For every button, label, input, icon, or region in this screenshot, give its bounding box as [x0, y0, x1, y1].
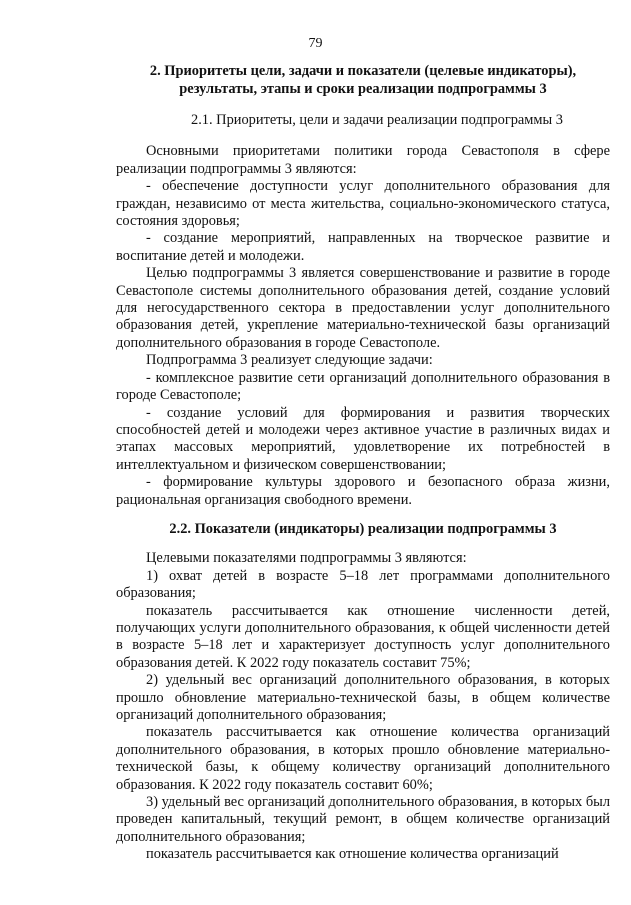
paragraph: - формирование культуры здорового и безопасного образа жизни, рациональная организация свободного времени.: [116, 474, 610, 508]
paragraph: - создание мероприятий, направленных на творческое развитие и воспитание детей и молодежи.: [116, 230, 610, 264]
paragraph: - обеспечение доступности услуг дополнительного образования для граждан, независимо от места жительства, социально-экономического статуса, состояния здоровья;: [116, 178, 610, 230]
page-number: 79: [308, 36, 323, 51]
paragraph: Подпрограмма 3 реализует следующие задачи:: [146, 352, 433, 369]
paragraph: 2) удельный вес организаций дополнительного образования, в которых прошло обновление материально-технической базы, в общем количестве организаций дополнительного образования;: [116, 672, 610, 723]
paragraph: Основными приоритетами политики города Севастополя в сфере реализации подпрограммы 3 являются:: [116, 143, 610, 177]
paragraph: - комплексное развитие сети организаций дополнительного образования в городе Севастополе;: [116, 369, 610, 404]
paragraph: Целью подпрограммы 3 является совершенствование и развитие в городе Севастополе системы дополнительного образования детей, создание условий для негосударственного сектора в предоставлении услуг дополнительного образования детей, укрепление материально-технической базы организаций дополнительного образования в городе Севастополе.: [116, 265, 610, 351]
section-2-2-heading: 2.2. Показатели (индикаторы) реализации подпрограммы 3: [169, 520, 557, 537]
paragraph: показатель рассчитывается как отношение количества организаций: [146, 846, 559, 863]
paragraph: 1) охват детей в возрасте 5–18 лет программами дополнительного образования;: [116, 567, 610, 602]
document-body: [116, 62, 610, 864]
main-heading-line-1: 2. Приоритеты цели, задачи и показатели (целевые индикаторы),: [149, 63, 577, 79]
paragraph: 3) удельный вес организаций дополнительного образования, в которых был проведен капитальный, текущий ремонт, в общем количестве организаций дополнительного образования;: [116, 794, 610, 845]
paragraph: Целевыми показателями подпрограммы 3 являются:: [146, 550, 467, 567]
paragraph: - создание условий для формирования и развития творческих способностей детей и молодежи через активное участие в различных видах и этапах массовых мероприятий, удовлетворение их потребностей в интеллектуальном и физическом совершенствовании;: [116, 404, 610, 473]
paragraph: показатель рассчитывается как отношение численности детей, получающих услуги дополнительного образования, к общей численности детей в возрасте 5–18 лет и характеризует доступность услуг дополнительного образования детей. К 2022 году показатель составит 75%;: [116, 602, 610, 671]
paragraph: показатель рассчитывается как отношение количества организаций дополнительного образования, в которых прошло обновление материально-технической базы, к общему количеству организаций дополнительного образования. К 2022 году показатель составит 60%;: [116, 724, 610, 793]
section-2-1-heading: 2.1. Приоритеты, цели и задачи реализации подпрограммы 3: [191, 112, 563, 128]
main-heading: [116, 62, 610, 98]
main-heading-line-2: результаты, этапы и сроки реализации подпрограммы 3: [179, 81, 547, 97]
